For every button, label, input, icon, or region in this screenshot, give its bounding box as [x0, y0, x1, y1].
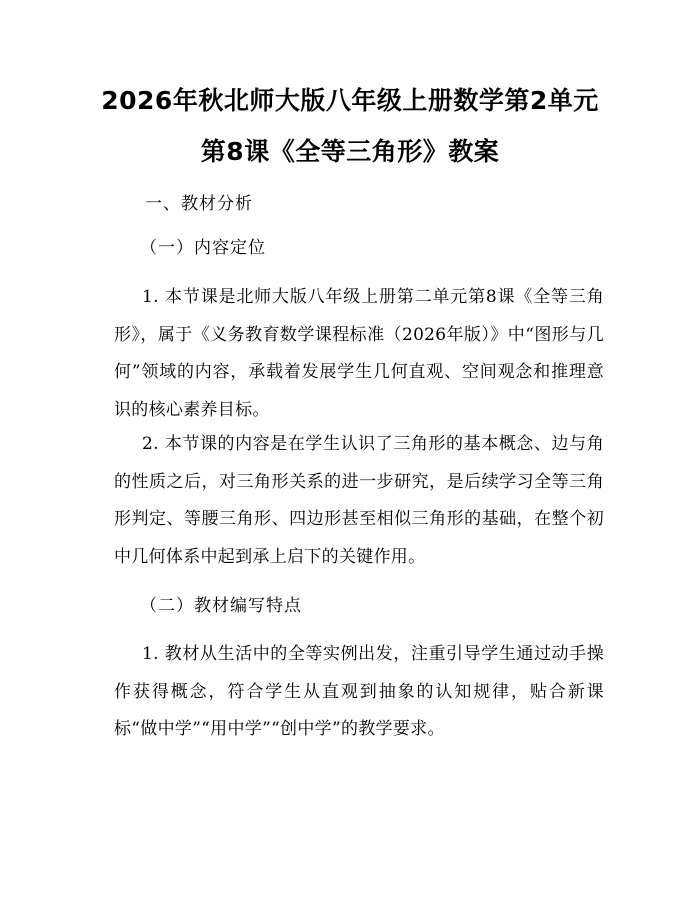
- paragraph-textbook-features-1: 1. 教材从生活中的全等实例出发，注重引导学生通过动手操作获得概念，符合学生从直观到抽象的认知规律，贴合新课标“做中学”“用中学”“创中学”的教学要求。: [114, 644, 604, 739]
- document-title-line-2: 第8课《全等三角形》教案: [200, 137, 500, 166]
- paragraph-content-positioning-1: 1. 本节课是北师大版八年级上册第二单元第8课《全等三角形》，属于《义务教育数学课程标准（2026年版）》中“图形与几何”领域的内容，承载着发展学生几何直观、空间观念和推理意识的核心素养目标。: [114, 287, 604, 420]
- subsection-heading-textbook-features: （二）教材编写特点: [140, 596, 302, 616]
- section-heading-textbook-analysis: 一、教材分析: [145, 194, 253, 214]
- paragraph-content-positioning-2: 2. 本节课的内容是在学生认识了三角形的基本概念、边与角的性质之后，对三角形关系的进一步研究，是后续学习全等三角形判定、等腰三角形、四边形甚至相似三角形的基础，在整个初中几何体系中起到承上启下的关键作用。: [114, 434, 604, 567]
- subsection-heading-content-positioning: （一）内容定位: [140, 238, 266, 258]
- document-title-line-1: 2026年秋北师大版八年级上册数学第2单元: [101, 86, 599, 115]
